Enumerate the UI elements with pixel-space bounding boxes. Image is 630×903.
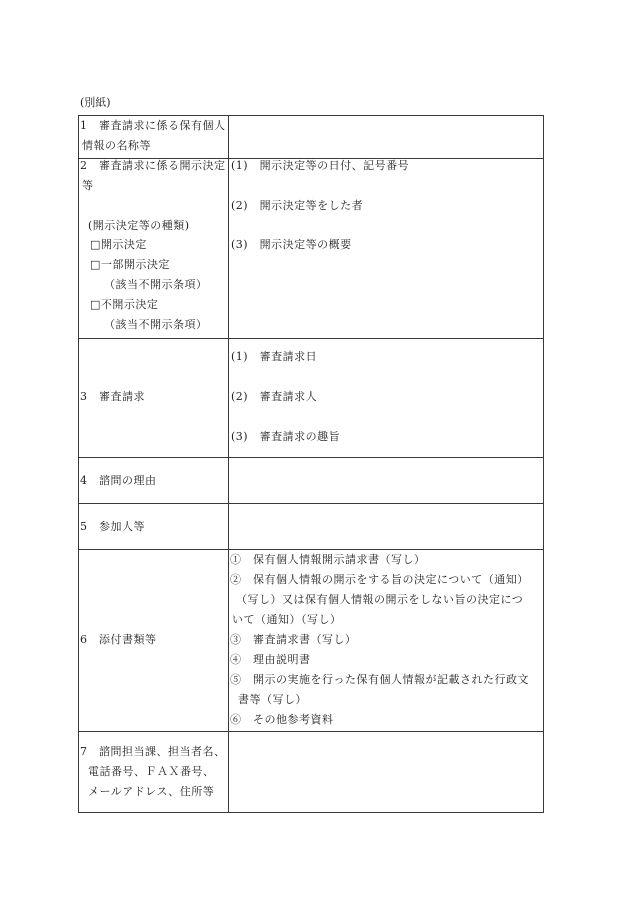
row-3-label-cell	[79, 339, 229, 457]
attachment-label: (別紙)	[80, 96, 111, 109]
item-2-label-line-2: 等	[82, 179, 94, 192]
attachment-item-5-line-2: 書等（写し）	[238, 693, 307, 706]
attachment-item-4: ④ 理由説明書	[230, 653, 311, 666]
row-7-value-cell	[229, 732, 543, 812]
row-1-value-cell	[229, 116, 543, 158]
item-7-label-line-3: メールアドレス、住所等	[88, 785, 215, 798]
form-row-4	[79, 457, 543, 503]
item-4-label: 4 諮問の理由	[80, 474, 157, 487]
decision-date-number-label: (1) 開示決定等の日付、記号番号	[231, 159, 410, 172]
requester-label: (2) 審査請求人	[231, 390, 318, 403]
row-5-value-cell	[229, 504, 543, 549]
item-7-label-line-2: 電話番号、ＦＡＸ番号、	[88, 765, 215, 778]
disclosure-type-heading: (開示決定等の種類)	[88, 219, 190, 232]
decision-maker-label: (2) 開示決定等をした者	[231, 199, 364, 212]
decision-summary-label: (3) 開示決定等の概要	[231, 238, 352, 251]
attachment-item-2-line-2: （写し）又は保有個人情報の開示をしない旨の決定につ	[236, 593, 524, 606]
row-5-label-cell	[79, 504, 229, 549]
inquiry-form-table	[78, 115, 544, 813]
attachment-item-2-line-1: ② 保有個人情報の開示をする旨の決定について（通知）	[230, 573, 529, 586]
attachment-item-3: ③ 審査請求書（写し）	[230, 633, 357, 646]
item-1-label-line-1: 1 審査請求に係る保有個人	[80, 119, 226, 132]
non-disclosure-clause-note: （該当不開示条項）	[104, 318, 208, 331]
attachment-item-5-line-1: ⑤ 開示の実施を行った保有個人情報が記載された行政文	[230, 673, 529, 686]
row-4-label-cell	[79, 458, 229, 503]
partial-disclosure-clause-note: （該当不開示条項）	[104, 278, 208, 291]
form-row-2	[79, 158, 543, 338]
row-6-label-cell	[79, 550, 229, 731]
item-2-label-line-1: 2 審査請求に係る開示決定	[80, 159, 226, 172]
row-4-value-cell	[229, 458, 543, 503]
item-1-label-line-2: 情報の名称等	[82, 139, 151, 152]
row-2-value-cell	[229, 159, 543, 338]
form-row-3	[79, 338, 543, 457]
form-row-6	[79, 549, 543, 731]
checkbox-option-partial-disclosure: □一部開示決定	[90, 258, 170, 271]
row-3-value-cell	[229, 339, 543, 457]
form-row-1	[79, 116, 543, 158]
form-row-7	[79, 731, 543, 812]
item-3-label: 3 審査請求	[80, 390, 145, 403]
attachment-item-2-line-3: いて（通知）（写し）	[232, 613, 342, 626]
item-6-label: 6 添付書類等	[80, 633, 157, 646]
item-7-label-line-1: 7 諮問担当課、担当者名、	[80, 745, 226, 758]
checkbox-option-disclosure: □開示決定	[90, 238, 147, 251]
attachment-item-6: ⑥ その他参考資料	[230, 713, 334, 726]
row-1-label-cell	[79, 116, 229, 158]
item-5-label: 5 参加人等	[80, 520, 145, 533]
request-purpose-label: (3) 審査請求の趣旨	[231, 430, 341, 443]
checkbox-option-non-disclosure: □不開示決定	[90, 298, 159, 311]
row-6-value-cell	[229, 550, 543, 731]
attachment-item-1: ① 保有個人情報開示請求書（写し）	[230, 553, 426, 566]
request-date-label: (1) 審査請求日	[231, 350, 318, 363]
row-7-label-cell	[79, 732, 229, 812]
form-row-5	[79, 503, 543, 549]
row-2-label-cell	[79, 159, 229, 338]
